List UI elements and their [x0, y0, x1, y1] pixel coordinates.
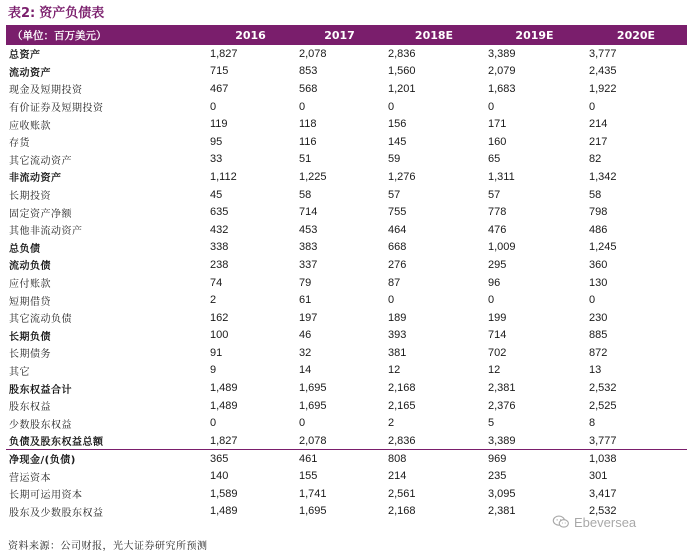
- table-number: 表2:: [8, 6, 36, 21]
- row-label: 营运资本: [9, 472, 51, 484]
- cell-value: 2,168: [388, 505, 416, 518]
- row-label: 长期可运用资本: [9, 490, 83, 502]
- table-header-row: [6, 25, 687, 45]
- cell-value: 1,741: [299, 487, 327, 500]
- table-row: [6, 379, 687, 397]
- table-row: [6, 485, 687, 503]
- cell-value: 0: [210, 100, 217, 113]
- table-row: [6, 151, 687, 169]
- cell-value: 383: [299, 241, 318, 254]
- cell-value: 568: [299, 82, 318, 95]
- cell-value: 2,836: [388, 47, 416, 60]
- cell-value: 0: [388, 294, 395, 307]
- cell-value: 189: [388, 311, 407, 324]
- cell-value: 12: [388, 364, 401, 377]
- table-row: [6, 115, 687, 133]
- table-row: [6, 414, 687, 432]
- cell-value: 1,589: [210, 487, 238, 500]
- cell-value: 453: [299, 223, 318, 236]
- cell-value: 778: [488, 206, 507, 219]
- cell-value: 1,922: [589, 82, 617, 95]
- cell-value: 432: [210, 223, 229, 236]
- cell-value: 140: [210, 470, 229, 483]
- cell-value: 238: [210, 258, 229, 271]
- cell-value: 9: [210, 364, 217, 377]
- cell-value: 87: [388, 276, 401, 289]
- row-label: 短期借贷: [9, 296, 51, 308]
- cell-value: 1,225: [299, 170, 327, 183]
- cell-value: 2,532: [589, 505, 617, 518]
- balance-sheet-table: [6, 25, 687, 520]
- cell-value: 65: [488, 153, 501, 166]
- table-row: [6, 467, 687, 485]
- table-row: [6, 327, 687, 345]
- cell-value: 1,489: [210, 382, 238, 395]
- cell-value: 91: [210, 346, 223, 359]
- cell-value: 45: [210, 188, 223, 201]
- cell-value: 217: [589, 135, 608, 148]
- cell-value: 3,777: [589, 47, 617, 60]
- row-label: 存货: [9, 138, 30, 150]
- row-label: 现金及短期投资: [9, 85, 83, 97]
- cell-value: 2,561: [388, 487, 416, 500]
- table-row: [6, 221, 687, 239]
- cell-value: 13: [589, 364, 602, 377]
- cell-value: 61: [299, 294, 312, 307]
- cell-value: 1,112: [210, 170, 237, 183]
- unit-header: （单位：百万美元）: [12, 29, 107, 42]
- year-header: 2020E: [616, 28, 656, 42]
- cell-value: 393: [388, 329, 407, 342]
- row-label: 股东及少数股东权益: [9, 507, 104, 519]
- row-label: 总资产: [9, 50, 41, 62]
- cell-value: 3,095: [488, 487, 516, 500]
- table-row: [6, 80, 687, 98]
- cell-value: 1,560: [388, 65, 416, 78]
- row-label: 其它: [9, 366, 30, 378]
- table-row: [6, 309, 687, 327]
- cell-value: 214: [388, 470, 407, 483]
- cell-value: 14: [299, 364, 312, 377]
- cell-value: 276: [388, 258, 407, 271]
- cell-value: 1,201: [388, 82, 416, 95]
- cell-value: 32: [299, 346, 312, 359]
- cell-value: 199: [488, 311, 507, 324]
- watermark-text: Ebeversea: [574, 514, 637, 530]
- cell-value: 338: [210, 241, 229, 254]
- row-label: 其它流动负债: [9, 314, 72, 326]
- cell-value: 8: [589, 417, 596, 430]
- cell-value: 467: [210, 82, 229, 95]
- cell-value: 0: [299, 100, 306, 113]
- row-label: 非流动资产: [9, 173, 62, 185]
- row-label: 股东权益合计: [9, 384, 72, 396]
- cell-value: 130: [589, 276, 608, 289]
- table-row: [6, 203, 687, 221]
- row-label: 其它流动资产: [9, 155, 72, 167]
- cell-value: 1,342: [589, 170, 617, 183]
- row-label: 股东权益: [9, 402, 51, 414]
- cell-value: 360: [589, 258, 608, 271]
- cell-value: 0: [388, 100, 395, 113]
- cell-value: 118: [299, 118, 317, 131]
- year-header: 2018E: [414, 28, 454, 42]
- source-note: 资料来源：公司财报，光大证券研究所预测: [8, 541, 208, 552]
- cell-value: 798: [589, 206, 608, 219]
- row-label: 流动资产: [9, 67, 51, 79]
- row-label: 其他非流动资产: [9, 226, 83, 238]
- table-row: [6, 432, 687, 450]
- cell-value: 3,389: [488, 47, 516, 60]
- row-label: 应付账款: [9, 279, 51, 291]
- cell-value: 2,168: [388, 382, 416, 395]
- cell-value: 1,695: [299, 505, 327, 518]
- table-row: [6, 133, 687, 151]
- cell-value: 755: [388, 206, 407, 219]
- cell-value: 714: [488, 329, 507, 342]
- cell-value: 58: [299, 188, 312, 201]
- cell-value: 119: [210, 118, 228, 131]
- cell-value: 1,489: [210, 505, 238, 518]
- cell-value: 2,381: [488, 382, 516, 395]
- row-label: 长期投资: [9, 191, 51, 203]
- cell-value: 853: [299, 65, 318, 78]
- cell-value: 171: [488, 118, 507, 131]
- table-body: [6, 45, 687, 450]
- cell-value: 3,389: [488, 434, 516, 447]
- wechat-icon: [552, 515, 570, 529]
- cell-value: 74: [210, 276, 223, 289]
- table-row: [6, 397, 687, 415]
- cell-value: 235: [488, 470, 507, 483]
- cell-value: 808: [384, 450, 484, 468]
- cell-value: 100: [210, 329, 229, 342]
- cell-value: 1,827: [210, 434, 238, 447]
- cell-value: 1,038: [585, 450, 687, 468]
- table-row: [6, 63, 687, 81]
- row-label: 有价证券及短期投资: [9, 103, 104, 115]
- cell-value: 0: [589, 100, 596, 113]
- cell-value: 1,683: [488, 82, 516, 95]
- cell-value: 0: [589, 294, 596, 307]
- year-header: 2017: [324, 28, 355, 42]
- cell-value: 197: [299, 311, 318, 324]
- cell-value: 2,836: [388, 434, 416, 447]
- table-row: [6, 186, 687, 204]
- cell-value: 59: [388, 153, 401, 166]
- cell-value: 1,311: [488, 170, 515, 183]
- cell-value: 486: [589, 223, 608, 236]
- cell-value: 2,435: [589, 65, 617, 78]
- cell-value: 145: [388, 135, 407, 148]
- table-title-text: 资产负债表: [39, 6, 105, 21]
- cell-value: 3,777: [589, 434, 617, 447]
- cell-value: 2,525: [589, 399, 617, 412]
- cell-value: 155: [299, 470, 318, 483]
- cell-value: 58: [589, 188, 602, 201]
- cell-value: 2,381: [488, 505, 516, 518]
- cell-value: 0: [299, 417, 306, 430]
- table-summary-body: [6, 450, 687, 520]
- row-label: 长期债务: [9, 349, 51, 361]
- table-row: [6, 291, 687, 309]
- cell-value: 464: [388, 223, 407, 236]
- cell-value: 714: [299, 206, 318, 219]
- cell-value: 702: [488, 346, 507, 359]
- cell-value: 0: [488, 294, 495, 307]
- cell-value: 337: [299, 258, 318, 271]
- cell-value: 57: [388, 188, 401, 201]
- table-row: [6, 45, 687, 63]
- cell-value: 365: [206, 450, 295, 468]
- cell-value: 301: [589, 470, 608, 483]
- cell-value: 33: [210, 153, 223, 166]
- row-label: 固定资产净额: [9, 208, 72, 220]
- cell-value: 95: [210, 135, 223, 148]
- cell-value: 461: [295, 450, 384, 468]
- table-row: [6, 239, 687, 257]
- table-row: [6, 168, 687, 186]
- cell-value: 12: [488, 364, 501, 377]
- table-row: [6, 256, 687, 274]
- cell-value: 885: [589, 329, 608, 342]
- cell-value: 635: [210, 206, 229, 219]
- table-row: [6, 450, 687, 468]
- row-label: 负债及股东权益总额: [9, 437, 104, 449]
- watermark: [552, 512, 636, 532]
- cell-value: 57: [488, 188, 501, 201]
- cell-value: 969: [484, 450, 585, 468]
- year-header: 2019E: [515, 28, 554, 42]
- cell-value: 156: [388, 118, 407, 131]
- cell-value: 1,695: [299, 382, 327, 395]
- cell-value: 381: [388, 346, 407, 359]
- cell-value: 96: [488, 276, 501, 289]
- row-label: 总负债: [9, 243, 41, 255]
- table-row: [6, 98, 687, 116]
- cell-value: 79: [299, 276, 312, 289]
- row-label: 长期负债: [9, 331, 51, 343]
- cell-value: 230: [589, 311, 608, 324]
- cell-value: 46: [299, 329, 312, 342]
- cell-value: 295: [488, 258, 507, 271]
- cell-value: 82: [589, 153, 602, 166]
- cell-value: 668: [388, 241, 407, 254]
- cell-value: 0: [210, 417, 217, 430]
- cell-value: 1,245: [589, 241, 617, 254]
- table-row: [6, 274, 687, 292]
- cell-value: 2,078: [299, 434, 327, 447]
- row-label: 少数股东权益: [9, 419, 72, 431]
- cell-value: 3,417: [589, 487, 617, 500]
- cell-value: 715: [210, 65, 229, 78]
- table-row: [6, 344, 687, 362]
- year-header: 2016: [235, 28, 266, 42]
- cell-value: 0: [488, 100, 495, 113]
- cell-value: 2,376: [488, 399, 516, 412]
- cell-value: 162: [210, 311, 229, 324]
- cell-value: 1,489: [210, 399, 238, 412]
- cell-value: 1,276: [388, 170, 416, 183]
- cell-value: 476: [488, 223, 507, 236]
- cell-value: 1,827: [210, 47, 238, 60]
- cell-value: 2: [210, 294, 217, 307]
- row-label: 应收账款: [9, 120, 51, 132]
- cell-value: 160: [488, 135, 507, 148]
- cell-value: 2,078: [299, 47, 327, 60]
- cell-value: 2: [388, 417, 395, 430]
- cell-value: 2,079: [488, 65, 516, 78]
- cell-value: 2,532: [589, 382, 617, 395]
- cell-value: 51: [299, 153, 312, 166]
- cell-value: 5: [488, 417, 495, 430]
- table-title: [8, 4, 108, 24]
- table-row: [6, 362, 687, 380]
- row-label: 净现金/(负债): [6, 450, 206, 468]
- cell-value: 2,165: [388, 399, 416, 412]
- cell-value: 214: [589, 118, 608, 131]
- row-label: 流动负债: [9, 261, 51, 273]
- cell-value: 872: [589, 346, 608, 359]
- cell-value: 116: [299, 135, 317, 148]
- cell-value: 1,009: [488, 241, 516, 254]
- cell-value: 1,695: [299, 399, 327, 412]
